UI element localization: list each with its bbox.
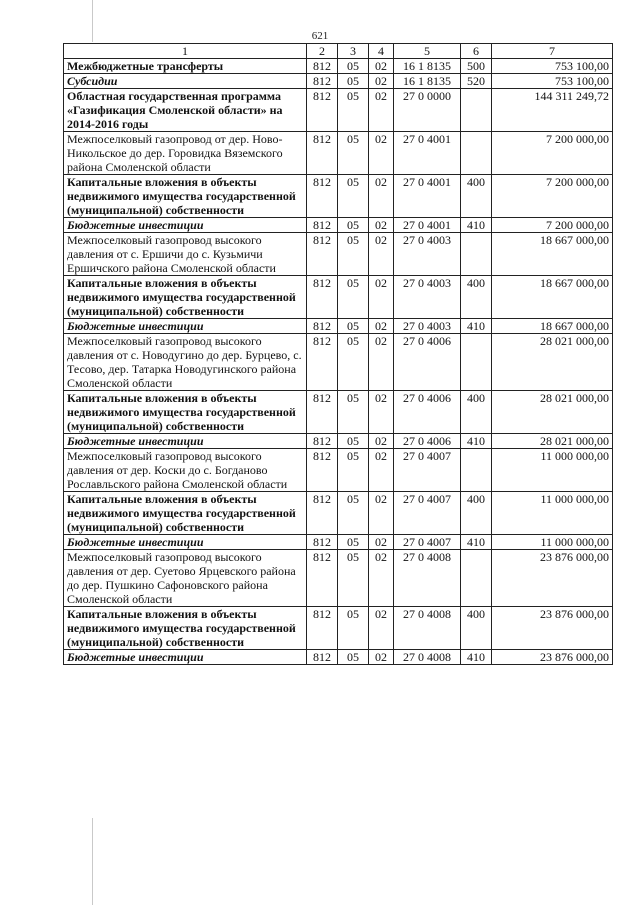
ministry-code: 812 bbox=[307, 334, 338, 391]
page-number: 621 bbox=[311, 30, 329, 42]
target-article-code: 27 0 4001 bbox=[394, 218, 461, 233]
ministry-code: 812 bbox=[307, 550, 338, 607]
subsection-code: 02 bbox=[369, 276, 394, 319]
section-code: 05 bbox=[338, 334, 369, 391]
target-article-code: 27 0 4008 bbox=[394, 550, 461, 607]
target-article-code: 27 0 4001 bbox=[394, 175, 461, 218]
amount: 11 000 000,00 bbox=[492, 492, 613, 535]
row-name: Бюджетные инвестиции bbox=[64, 319, 307, 334]
section-code: 05 bbox=[338, 74, 369, 89]
row-name: Бюджетные инвестиции bbox=[64, 434, 307, 449]
col-header: 6 bbox=[461, 44, 492, 59]
section-code: 05 bbox=[338, 132, 369, 175]
table-row bbox=[64, 434, 613, 449]
row-name: Капитальные вложения в объекты недвижимого имущества государственной (муниципальной) собственности bbox=[64, 607, 307, 650]
row-name: Бюджетные инвестиции bbox=[64, 650, 307, 665]
row-name: Капитальные вложения в объекты недвижимого имущества государственной (муниципальной) собственности bbox=[64, 276, 307, 319]
amount: 23 876 000,00 bbox=[492, 650, 613, 665]
subsection-code: 02 bbox=[369, 59, 394, 74]
row-name: Межпоселковый газопровод высокого давления от с. Ершичи до с. Кузьмичи Ершичского района Смоленской области bbox=[64, 233, 307, 276]
subsection-code: 02 bbox=[369, 175, 394, 218]
subsection-code: 02 bbox=[369, 434, 394, 449]
target-article-code: 16 1 8135 bbox=[394, 74, 461, 89]
row-name: Капитальные вложения в объекты недвижимого имущества государственной (муниципальной) собственности bbox=[64, 391, 307, 434]
subsection-code: 02 bbox=[369, 218, 394, 233]
target-article-code: 27 0 4007 bbox=[394, 449, 461, 492]
subsection-code: 02 bbox=[369, 334, 394, 391]
subsection-code: 02 bbox=[369, 391, 394, 434]
ministry-code: 812 bbox=[307, 276, 338, 319]
col-header: 1 bbox=[64, 44, 307, 59]
subsection-code: 02 bbox=[369, 319, 394, 334]
section-code: 05 bbox=[338, 391, 369, 434]
section-code: 05 bbox=[338, 276, 369, 319]
target-article-code: 27 0 4007 bbox=[394, 492, 461, 535]
table-row bbox=[64, 233, 613, 276]
table-row bbox=[64, 276, 613, 319]
amount: 7 200 000,00 bbox=[492, 175, 613, 218]
table-row bbox=[64, 492, 613, 535]
row-name: Субсидии bbox=[64, 74, 307, 89]
ministry-code: 812 bbox=[307, 650, 338, 665]
subsection-code: 02 bbox=[369, 89, 394, 132]
section-code: 05 bbox=[338, 650, 369, 665]
amount: 144 311 249,72 bbox=[492, 89, 613, 132]
target-article-code: 27 0 4003 bbox=[394, 319, 461, 334]
table-row bbox=[64, 391, 613, 434]
expense-type-code bbox=[461, 89, 492, 132]
expense-type-code: 410 bbox=[461, 319, 492, 334]
section-code: 05 bbox=[338, 59, 369, 74]
amount: 11 000 000,00 bbox=[492, 535, 613, 550]
ministry-code: 812 bbox=[307, 434, 338, 449]
section-code: 05 bbox=[338, 607, 369, 650]
section-code: 05 bbox=[338, 175, 369, 218]
row-name: Межбюджетные трансферты bbox=[64, 59, 307, 74]
section-code: 05 bbox=[338, 434, 369, 449]
amount: 18 667 000,00 bbox=[492, 319, 613, 334]
col-header: 3 bbox=[338, 44, 369, 59]
section-code: 05 bbox=[338, 535, 369, 550]
table-row bbox=[64, 218, 613, 233]
scan-artifact-line bbox=[92, 818, 93, 905]
col-header: 2 bbox=[307, 44, 338, 59]
row-name: Межпоселковый газопровод высокого давления от дер. Коски до с. Богданово Рославльского района Смоленской области bbox=[64, 449, 307, 492]
expense-type-code: 400 bbox=[461, 391, 492, 434]
col-header: 7 bbox=[492, 44, 613, 59]
expense-type-code: 410 bbox=[461, 434, 492, 449]
ministry-code: 812 bbox=[307, 535, 338, 550]
row-name: Областная государственная программа «Газификация Смоленской области» на 2014-2016 годы bbox=[64, 89, 307, 132]
table-row bbox=[64, 535, 613, 550]
expense-type-code bbox=[461, 233, 492, 276]
ministry-code: 812 bbox=[307, 74, 338, 89]
section-code: 05 bbox=[338, 492, 369, 535]
row-name: Межпоселковый газопровод высокого давления от дер. Суетово Ярцевского района до дер. Пушкино Сафоновского района Смоленской области bbox=[64, 550, 307, 607]
row-name: Межпоселковый газопровод высокого давления от с. Новодугино до дер. Бурцево, с. Тесово, дер. Татарка Новодугинского района Смоленской области bbox=[64, 334, 307, 391]
table-row bbox=[64, 175, 613, 218]
section-code: 05 bbox=[338, 319, 369, 334]
amount: 753 100,00 bbox=[492, 74, 613, 89]
table-row bbox=[64, 74, 613, 89]
section-code: 05 bbox=[338, 449, 369, 492]
target-article-code: 27 0 4003 bbox=[394, 276, 461, 319]
subsection-code: 02 bbox=[369, 650, 394, 665]
expense-type-code bbox=[461, 132, 492, 175]
amount: 7 200 000,00 bbox=[492, 218, 613, 233]
target-article-code: 27 0 4006 bbox=[394, 334, 461, 391]
expense-type-code: 410 bbox=[461, 650, 492, 665]
subsection-code: 02 bbox=[369, 550, 394, 607]
ministry-code: 812 bbox=[307, 492, 338, 535]
row-name: Капитальные вложения в объекты недвижимого имущества государственной (муниципальной) собственности bbox=[64, 492, 307, 535]
expense-type-code: 410 bbox=[461, 535, 492, 550]
subsection-code: 02 bbox=[369, 233, 394, 276]
table-row bbox=[64, 319, 613, 334]
target-article-code: 27 0 4008 bbox=[394, 607, 461, 650]
amount: 28 021 000,00 bbox=[492, 434, 613, 449]
ministry-code: 812 bbox=[307, 391, 338, 434]
col-header: 5 bbox=[394, 44, 461, 59]
amount: 11 000 000,00 bbox=[492, 449, 613, 492]
subsection-code: 02 bbox=[369, 449, 394, 492]
ministry-code: 812 bbox=[307, 449, 338, 492]
ministry-code: 812 bbox=[307, 89, 338, 132]
target-article-code: 27 0 4003 bbox=[394, 233, 461, 276]
table-row bbox=[64, 650, 613, 665]
expense-type-code: 500 bbox=[461, 59, 492, 74]
expense-type-code: 400 bbox=[461, 607, 492, 650]
expense-type-code bbox=[461, 334, 492, 391]
section-code: 05 bbox=[338, 218, 369, 233]
amount: 18 667 000,00 bbox=[492, 233, 613, 276]
ministry-code: 812 bbox=[307, 233, 338, 276]
table-row bbox=[64, 59, 613, 74]
expense-type-code bbox=[461, 449, 492, 492]
section-code: 05 bbox=[338, 550, 369, 607]
ministry-code: 812 bbox=[307, 218, 338, 233]
ministry-code: 812 bbox=[307, 319, 338, 334]
amount: 28 021 000,00 bbox=[492, 391, 613, 434]
expense-type-code: 400 bbox=[461, 175, 492, 218]
amount: 7 200 000,00 bbox=[492, 132, 613, 175]
header-row bbox=[64, 44, 613, 59]
expense-type-code: 410 bbox=[461, 218, 492, 233]
row-name: Бюджетные инвестиции bbox=[64, 535, 307, 550]
target-article-code: 27 0 4006 bbox=[394, 434, 461, 449]
target-article-code: 27 0 4006 bbox=[394, 391, 461, 434]
target-article-code: 27 0 4008 bbox=[394, 650, 461, 665]
target-article-code: 27 0 4001 bbox=[394, 132, 461, 175]
expense-type-code: 400 bbox=[461, 492, 492, 535]
subsection-code: 02 bbox=[369, 74, 394, 89]
target-article-code: 16 1 8135 bbox=[394, 59, 461, 74]
table-row bbox=[64, 607, 613, 650]
amount: 753 100,00 bbox=[492, 59, 613, 74]
ministry-code: 812 bbox=[307, 175, 338, 218]
subsection-code: 02 bbox=[369, 607, 394, 650]
amount: 18 667 000,00 bbox=[492, 276, 613, 319]
row-name: Межпоселковый газопровод от дер. Ново-Никольское до дер. Горовидка Вяземского района Смоленской области bbox=[64, 132, 307, 175]
subsection-code: 02 bbox=[369, 132, 394, 175]
section-code: 05 bbox=[338, 233, 369, 276]
ministry-code: 812 bbox=[307, 607, 338, 650]
amount: 28 021 000,00 bbox=[492, 334, 613, 391]
ministry-code: 812 bbox=[307, 59, 338, 74]
row-name: Капитальные вложения в объекты недвижимого имущества государственной (муниципальной) собственности bbox=[64, 175, 307, 218]
expense-type-code: 400 bbox=[461, 276, 492, 319]
expense-type-code bbox=[461, 550, 492, 607]
budget-table bbox=[63, 43, 613, 665]
amount: 23 876 000,00 bbox=[492, 607, 613, 650]
col-header: 4 bbox=[369, 44, 394, 59]
table-row bbox=[64, 132, 613, 175]
ministry-code: 812 bbox=[307, 132, 338, 175]
row-name: Бюджетные инвестиции bbox=[64, 218, 307, 233]
amount: 23 876 000,00 bbox=[492, 550, 613, 607]
expense-type-code: 520 bbox=[461, 74, 492, 89]
target-article-code: 27 0 4007 bbox=[394, 535, 461, 550]
subsection-code: 02 bbox=[369, 535, 394, 550]
table-row bbox=[64, 550, 613, 607]
subsection-code: 02 bbox=[369, 492, 394, 535]
section-code: 05 bbox=[338, 89, 369, 132]
table-row bbox=[64, 449, 613, 492]
table-row bbox=[64, 89, 613, 132]
table-row bbox=[64, 334, 613, 391]
target-article-code: 27 0 0000 bbox=[394, 89, 461, 132]
